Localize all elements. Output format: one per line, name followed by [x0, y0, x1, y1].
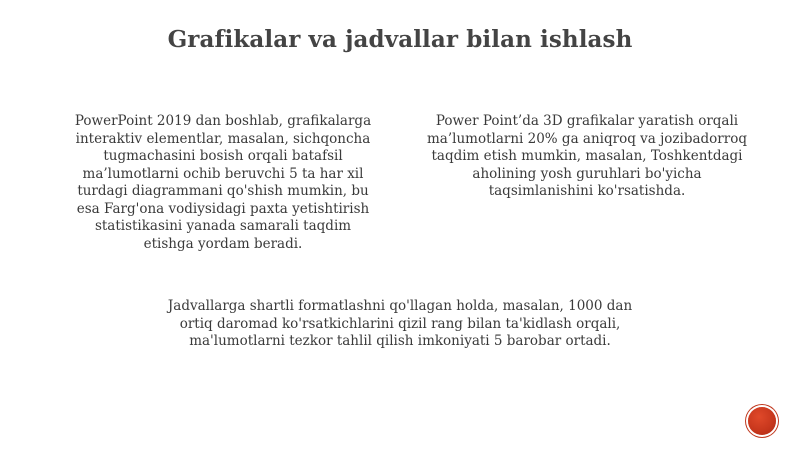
paragraph-bottom: Jadvallarga shartli formatlashni qo'llagan holda, masalan, 1000 dan ortiq daromad ko'rsatkichlarini qizil rang bilan ta'kidlash orqali, ma'lumotlarni tezkor tahlil qilish imkoniyati 5 barobar ortadi.	[167, 298, 633, 349]
next-slide-button[interactable]	[748, 407, 776, 435]
paragraph-left: PowerPoint 2019 dan boshlab, grafikalarga interaktiv elementlar, masalan, sichqoncha tugmachasini bosish orqali batafsil ma’lumotlarni ochib beruvchi 5 ta har xil turdagi diagrammani qo'shish mumkin, bu esa Farg'ona vodiysidagi paxta yetishtirish statistikasini yanada samarali taqdim etishga yordam beradi.	[74, 113, 372, 252]
paragraph-right: Power Point’da 3D grafikalar yaratish orqali ma’lumotlarni 20% ga aniqroq va jozibadorroq taqdim etish mumkin, masalan, Toshkentdagi aholining yosh guruhlari bo'yicha taqsimlanishini ko'rsatishda.	[427, 113, 747, 199]
slide-title: Grafikalar va jadvallar bilan ishlash	[167, 26, 633, 53]
